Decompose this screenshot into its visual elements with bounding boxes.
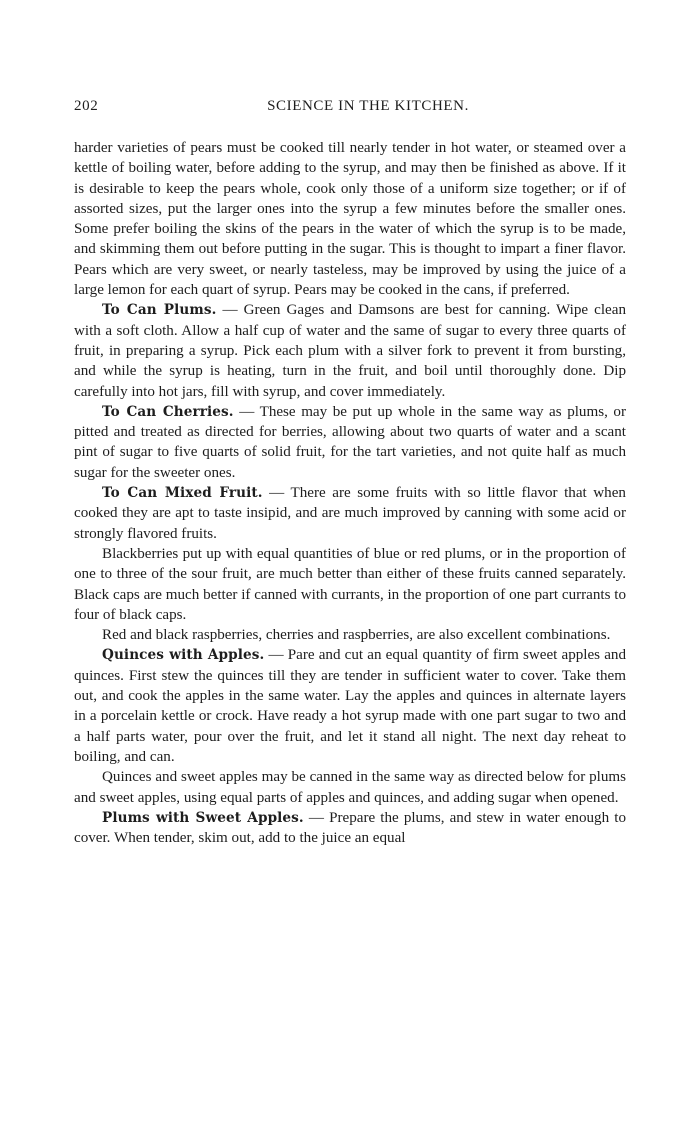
- paragraph-raspberries: [74, 625, 626, 645]
- paragraph-text: Blackberries put up with equal quantities of blue or red plums, or in the proportion of one to three of the sour fruit, are much better than either of these fruits canned separately. Black caps are much better if canned with currants, in the proportion of one part currants to four of black caps.: [74, 545, 626, 623]
- recipe-heading: Quinces with Apples.: [102, 647, 265, 664]
- paragraph-to-can-mixed-fruit: [74, 483, 626, 544]
- page-number: 202: [74, 98, 99, 114]
- paragraph-text: Red and black raspberries, cherries and raspberries, are also excellent combinations.: [102, 627, 611, 644]
- recipe-heading: To Can Cherries.: [102, 403, 234, 420]
- paragraph-to-can-plums: [74, 300, 626, 401]
- recipe-heading: To Can Mixed Fruit.: [102, 485, 263, 502]
- running-title: SCIENCE IN THE KITCHEN.: [267, 98, 469, 114]
- paragraph-quinces-with-apples: [74, 645, 626, 767]
- paragraph-plums-with-sweet-apples: [74, 808, 626, 849]
- paragraph-pears-continued: [74, 138, 626, 300]
- paragraph-blackberries: [74, 544, 626, 625]
- body-text: [74, 138, 626, 848]
- recipe-heading: To Can Plums.: [102, 302, 217, 319]
- paragraph-quinces-sweet-apples: [74, 767, 626, 808]
- running-head: [74, 98, 626, 120]
- book-page: [74, 98, 626, 848]
- recipe-heading: Plums with Sweet Apples.: [102, 809, 304, 826]
- paragraph-to-can-cherries: [74, 402, 626, 483]
- paragraph-text: Quinces and sweet apples may be canned in the same way as directed below for plums and sweet apples, using equal parts of apples and quinces, and adding sugar when opened.: [74, 769, 626, 806]
- paragraph-text: harder varieties of pears must be cooked till nearly tender in hot water, or steamed over a kettle of boiling water, before adding to the syrup, and may then be finished as above. If it is desirable to keep the pears whole, cook only those of a uniform size together; or if of assorted sizes, put the larger ones into the syrup a few minutes before the smaller ones. Some prefer boiling the skins of the pears in the water of which the syrup is to be made, and skimming them out before putting in the sugar. This is thought to impart a finer flavor. Pears which are very sweet, or nearly tasteless, may be improved by using the juice of a large lemon for each quart of syrup. Pears may be cooked in the cans, if preferred.: [74, 140, 626, 299]
- paragraph-text: — Pare and cut an equal quantity of firm sweet apples and quinces. First stew the quinces till they are tender in sufficient water to cover. Take them out, and cook the apples in the same water. Lay the apples and quinces in alternate layers in a porcelain kettle or crock. Have ready a hot syrup made with one part sugar to two and a half parts water, pour over the fruit, and let it stand all night. The next day reheat to boiling, and can.: [74, 647, 626, 765]
- paragraph-text: — Green Gages and Damsons are best for canning. Wipe clean with a soft cloth. Allow a half cup of water and the same of sugar to every three quarts of fruit, in preparing a syrup. Pick each plum with a silver fork to prevent it from bursting, and while the syrup is heating, turn in the fruit, and boil until thoroughly done. Dip carefully into hot jars, fill with syrup, and cover immediately.: [74, 302, 626, 400]
- paragraph-text: — These may be put up whole in the same way as plums, or pitted and treated as directed for berries, allowing about two quarts of water and a scant pint of sugar to five quarts of solid fruit, for the tart varieties, and not quite half as much sugar for the sweeter ones.: [74, 403, 626, 481]
- paragraph-text: — There are some fruits with so little flavor that when cooked they are apt to taste insipid, and are much improved by canning with some acid or strongly flavored fruits.: [74, 485, 626, 542]
- paragraph-text: — Prepare the plums, and stew in water enough to cover. When tender, skim out, add to the juice an equal: [74, 809, 626, 847]
